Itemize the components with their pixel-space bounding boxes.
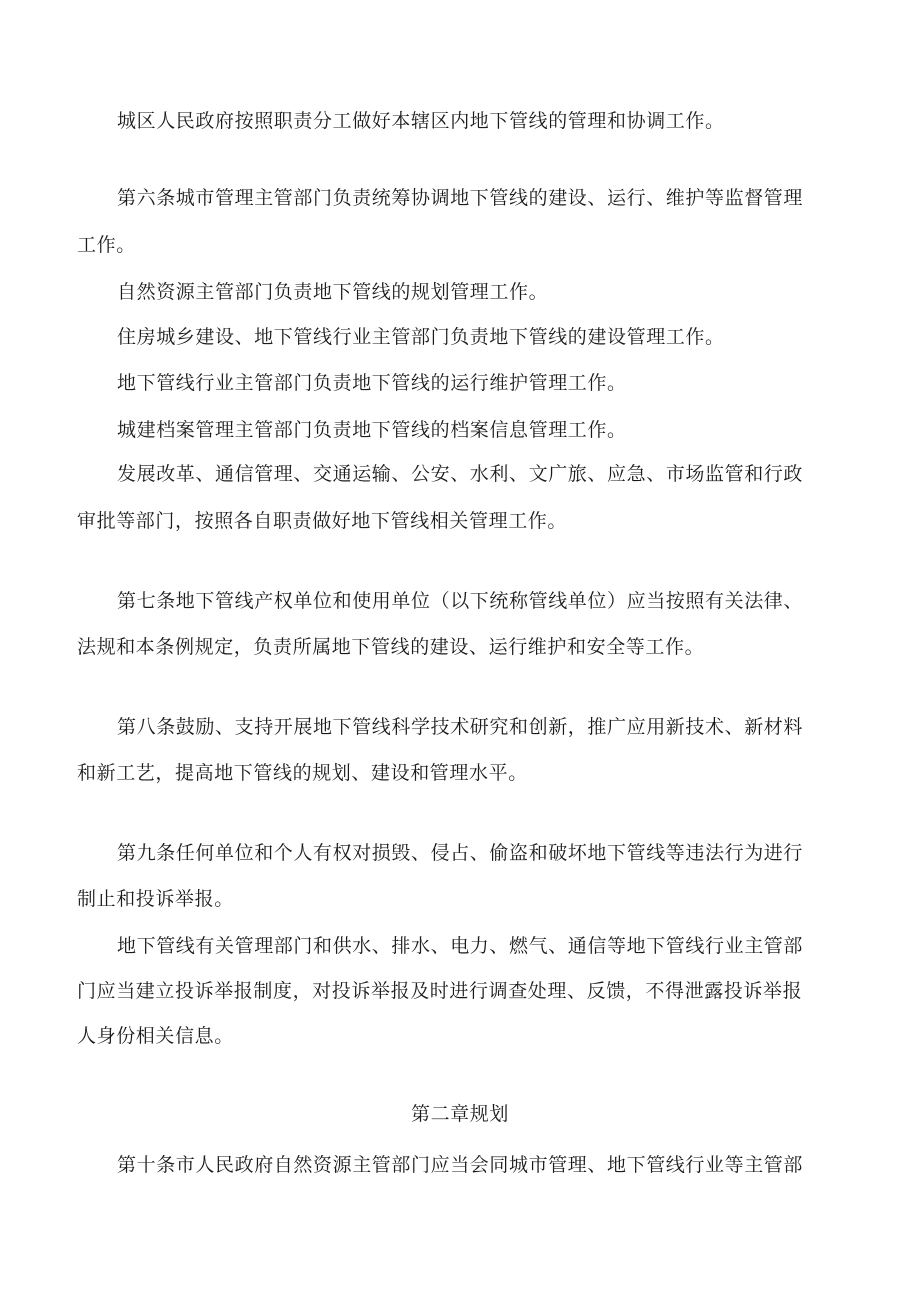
chapter-heading: 第二章规划 — [410, 1103, 509, 1125]
paragraph-line: 门应当建立投诉举报制度，对投诉举报及时进行调查处理、反馈，不得泄露投诉举报 — [77, 980, 803, 1002]
article-10-line: 第十条市人民政府自然资源主管部门应当会同城市管理、地下管线行业等主管部 — [117, 1154, 804, 1176]
paragraph-line: 地下管线行业主管部门负责地下管线的运行维护管理工作。 — [117, 372, 627, 394]
paragraph-line: 自然资源主管部门负责地下管线的规划管理工作。 — [117, 281, 549, 303]
paragraph-line: 人身份相关信息。 — [77, 1025, 234, 1047]
article-9-line: 制止和投诉举报。 — [77, 888, 234, 910]
article-8-line: 和新工艺，提高地下管线的规划、建设和管理水平。 — [77, 762, 528, 784]
paragraph-line: 住房城乡建设、地下管线行业主管部门负责地下管线的建设管理工作。 — [117, 326, 725, 348]
article-8-line: 第八条鼓励、支持开展地下管线科学技术研究和创新，推广应用新技术、新材料 — [117, 716, 804, 738]
article-7-line: 第七条地下管线产权单位和使用单位（以下统称管线单位）应当按照有关法律、 — [117, 590, 804, 612]
article-7-line: 法规和本条例规定，负责所属地下管线的建设、运行维护和安全等工作。 — [77, 636, 705, 658]
article-9-line: 第九条任何单位和个人有权对损毁、侵占、偷盗和破坏地下管线等违法行为进行 — [117, 842, 804, 864]
article-6-line: 第六条城市管理主管部门负责统筹协调地下管线的建设、运行、维护等监督管理 — [117, 187, 804, 209]
paragraph-line: 城区人民政府按照职责分工做好本辖区内地下管线的管理和协调工作。 — [117, 110, 725, 132]
article-6-line: 工作。 — [77, 234, 136, 256]
paragraph-line: 地下管线有关管理部门和供水、排水、电力、燃气、通信等地下管线行业主管部 — [117, 935, 804, 957]
paragraph-line: 发展改革、通信管理、交通运输、公安、水利、文广旅、应急、市场监管和行政 — [117, 463, 804, 485]
paragraph-line: 审批等部门，按照各自职责做好地下管线相关管理工作。 — [77, 510, 568, 532]
paragraph-line: 城建档案管理主管部门负责地下管线的档案信息管理工作。 — [117, 419, 627, 441]
